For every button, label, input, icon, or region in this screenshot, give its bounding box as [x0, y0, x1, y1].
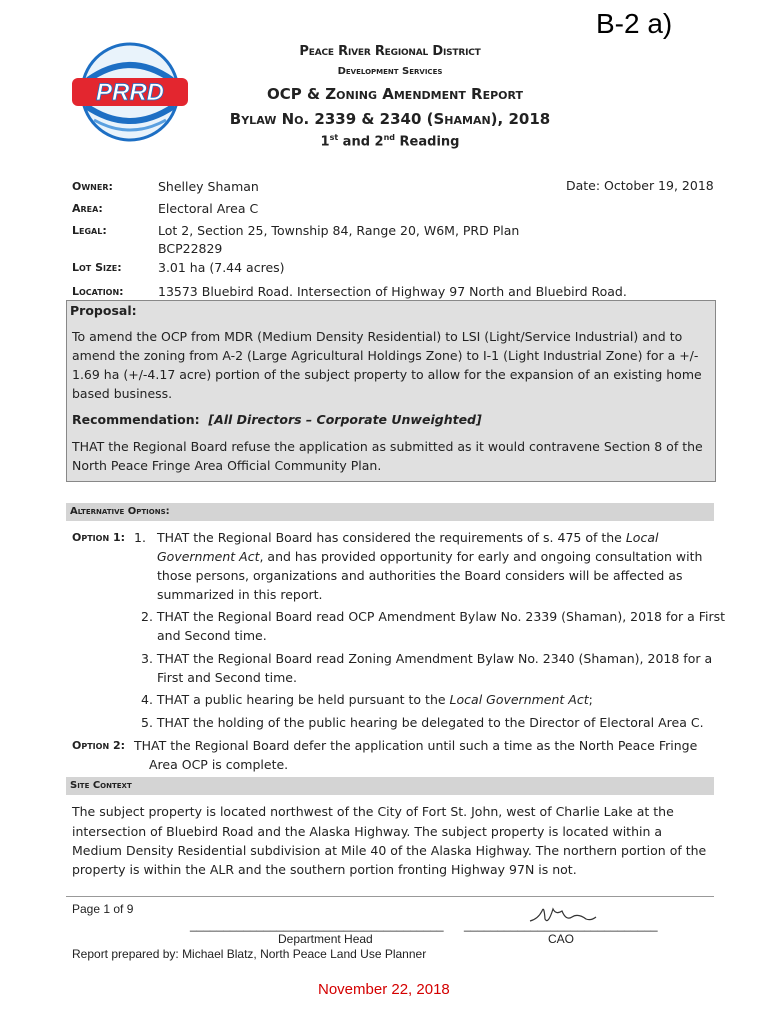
owner-value: Shelley Shaman: [158, 179, 259, 194]
report-date: Date: October 19, 2018: [566, 178, 714, 193]
location-label: Location:: [72, 285, 124, 298]
option2-label: Option 2:: [72, 739, 126, 752]
recommendation-note: [All Directors – Corporate Unweighted]: [208, 412, 482, 427]
location-value: 13573 Bluebird Road. Intersection of Highway 97 North and Bluebird Road.: [158, 284, 627, 299]
logo-text: PRRD: [95, 79, 165, 106]
department-head-line: ______________________________________: [190, 918, 444, 932]
owner-label: Owner:: [72, 180, 113, 193]
recommendation-heading: Recommendation: [All Directors – Corporate Unweighted]: [72, 412, 482, 427]
lot-size-value: 3.01 ha (7.44 acres): [158, 260, 285, 275]
proposal-line-3: 1.69 ha (+/-4.17 acre) portion of the subject property to allow for the expansion of an existing home: [72, 367, 702, 382]
option1-label: Option 1:: [72, 531, 126, 544]
option2-line2: Area OCP is complete.: [149, 757, 289, 772]
cao-line: _____________________________: [464, 918, 658, 932]
lot-size-label: Lot Size:: [72, 261, 122, 274]
prrd-logo: [68, 40, 192, 144]
option1-item2-line1: 2. THAT the Regional Board read OCP Amendment Bylaw No. 2339 (Shaman), 2018 for a First: [141, 609, 726, 624]
site-context-line-4: property is within the ALR and the southern portion fronting Highway 97N is not.: [72, 862, 577, 877]
option1-item1-line4: summarized in this report.: [157, 587, 323, 602]
report-title: OCP & Zoning Amendment Report: [266, 85, 524, 103]
legal-label: Legal:: [72, 224, 107, 237]
option1-item1-line2: Government Act, and has provided opportunity for early and ongoing consultation with: [157, 549, 703, 564]
option1-item5: 5. THAT the holding of the public hearing be delegated to the Director of Electoral Area C.: [141, 715, 704, 730]
option1-item1-line1: THAT the Regional Board has considered the requirements of s. 475 of the Local: [157, 530, 659, 545]
department-head-label: Department Head: [278, 932, 373, 946]
option1-item1-line3: those persons, organizations and authorities the Board considers will be affected as: [157, 568, 683, 583]
reading-line: 1st and 2nd Reading: [320, 133, 460, 150]
option1-item3-line1: 3. THAT the Regional Board read Zoning Amendment Bylaw No. 2340 (Shaman), 2018 for a: [141, 651, 713, 666]
alternative-options-heading: Alternative Options:: [66, 503, 714, 521]
org-name: Peace River Regional District: [299, 44, 481, 59]
cao-label: CAO: [548, 932, 575, 946]
meeting-date: November 22, 2018: [318, 981, 450, 998]
site-context-heading: Site Context: [66, 777, 714, 795]
legal-value-line1: Lot 2, Section 25, Township 84, Range 20, W6M, PRD Plan: [158, 223, 520, 238]
option1-item2-line2: and Second time.: [157, 628, 267, 643]
option1-item1-num: 1.: [134, 530, 146, 545]
bylaw-title: Bylaw No. 2339 & 2340 (Shaman), 2018: [229, 110, 551, 128]
document-code: B-2 a): [596, 8, 673, 39]
site-context-line-1: The subject property is located northwest of the City of Fort St. John, west of Charlie Lake at the: [72, 804, 674, 819]
footer-divider: [66, 896, 714, 897]
area-label: Area:: [72, 202, 103, 215]
page-number: Page 1 of 9: [72, 902, 134, 916]
recommendation-line-1: THAT the Regional Board refuse the application as submitted as it would contravene Section 8 of the: [72, 439, 703, 454]
option2-line1: THAT the Regional Board defer the application until such a time as the North Peace Fringe: [134, 738, 698, 753]
recommendation-line-2: North Peace Fringe Area Official Community Plan.: [72, 458, 382, 473]
site-context-line-3: Medium Density Residential subdivision at Mile 40 of the Alaska Highway. The northern portion of the: [72, 843, 707, 858]
area-value: Electoral Area C: [158, 201, 259, 216]
site-context-line-2: intersection of Bluebird Road and the Alaska Highway. The subject property is located within a: [72, 824, 663, 839]
proposal-line-4: based business.: [72, 386, 173, 401]
proposal-line-1: To amend the OCP from MDR (Medium Density Residential) to LSI (Light/Service Industrial) and to: [72, 329, 683, 344]
proposal-line-2: amend the zoning from A-2 (Large Agricultural Holdings Zone) to I-1 (Light Industrial Zone) for a +/-: [72, 348, 699, 363]
prepared-by: Report prepared by: Michael Blatz, North Peace Land Use Planner: [72, 947, 427, 961]
option1-item4: 4. THAT a public hearing be held pursuant to the Local Government Act;: [141, 692, 593, 707]
option1-item3-line2: First and Second time.: [157, 670, 297, 685]
dept-name: Development Services: [337, 66, 443, 77]
legal-value-line2: BCP22829: [158, 241, 223, 256]
proposal-heading: Proposal:: [70, 303, 137, 318]
